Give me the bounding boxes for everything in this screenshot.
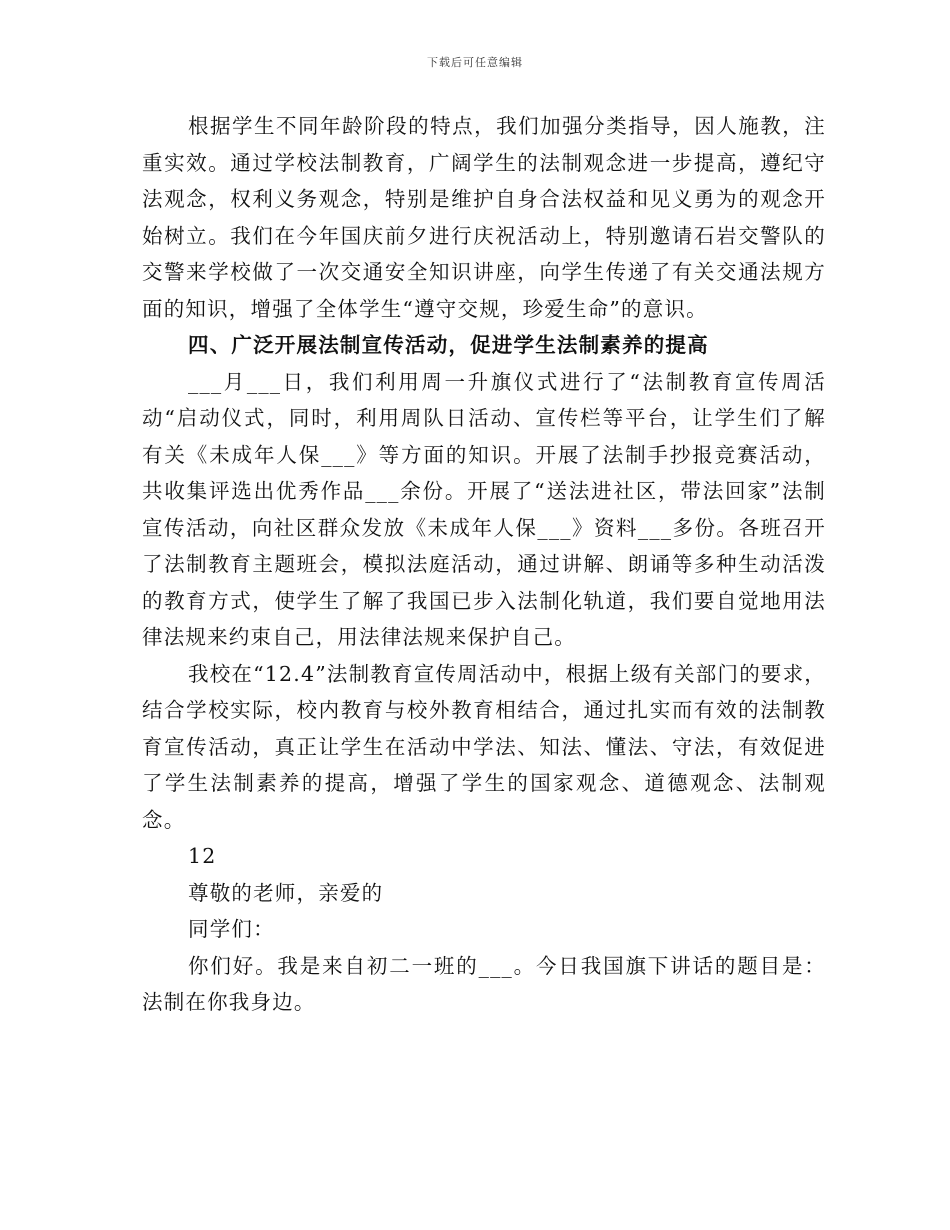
speech-greeting: 尊敬的老师，亲爱的: [188, 880, 384, 905]
section-heading-4: 四、广泛开展法制宣传活动，促进学生法制素养的提高: [188, 333, 709, 357]
section-number: 12: [188, 844, 217, 868]
paragraph-publicity-activities: ___月___日，我们利用周一升旗仪式进行了“法制教育宣传周活动“启动仪式，同时，利用周队日活动、宣传栏等平台，让学生们了解有关《未成年人保___》等方面的知识。开展了法制手抄报竞赛活动，共收集评选出优秀作品___余份。开展了“送法进社区，带法回家”法制宣传活动，向社区群众发放《未成年人保___》资料___多份。各班召开了法制教育主题班会，模拟法庭活动，通过讲解、朗诵等多种生动活泼的教育方式，使学生了解了我国已步入法制化轨道，我们要自觉地用法律法规来约束自己，用法律法规来保护自己。: [142, 369, 826, 649]
paragraph-publicity-week-summary: 我校在“12.4”法制教育宣传周活动中，根据上级有关部门的要求，结合学校实际，校内教育与校外教育相结合，通过扎实而有效的法制教育宣传活动，真正让学生在活动中学法、知法、懂法、守法，有效促进了学生法制素养的提高，增强了学生的国家观念、道德观念、法制观念。: [142, 661, 827, 832]
speech-greeting-students: 同学们：: [188, 917, 275, 941]
paragraph-legal-education-results: 根据学生不同年龄阶段的特点，我们加强分类指导，因人施教，注重实效。通过学校法制教育，广阔学生的法制观念进一步提高，遵纪守法观念，权利义务观念，特别是维护自身合法权益和见义勇为的观念开始树立。我们在今年国庆前夕进行庆祝活动上，特别邀请石岩交警队的交警来学校做了一次交通安全知识讲座，向学生传递了有关交通法规方面的知识，增强了全体学生“遵守交规，珍爱生命”的意识。: [142, 114, 826, 321]
page-header: 下载后可任意编辑: [427, 56, 523, 69]
speech-intro-paragraph: 你们好。我是来自初二一班的___。今日我国旗下讲话的题目是：法制在你我身边。: [142, 953, 826, 1014]
document-body: [142, 108, 826, 1021]
